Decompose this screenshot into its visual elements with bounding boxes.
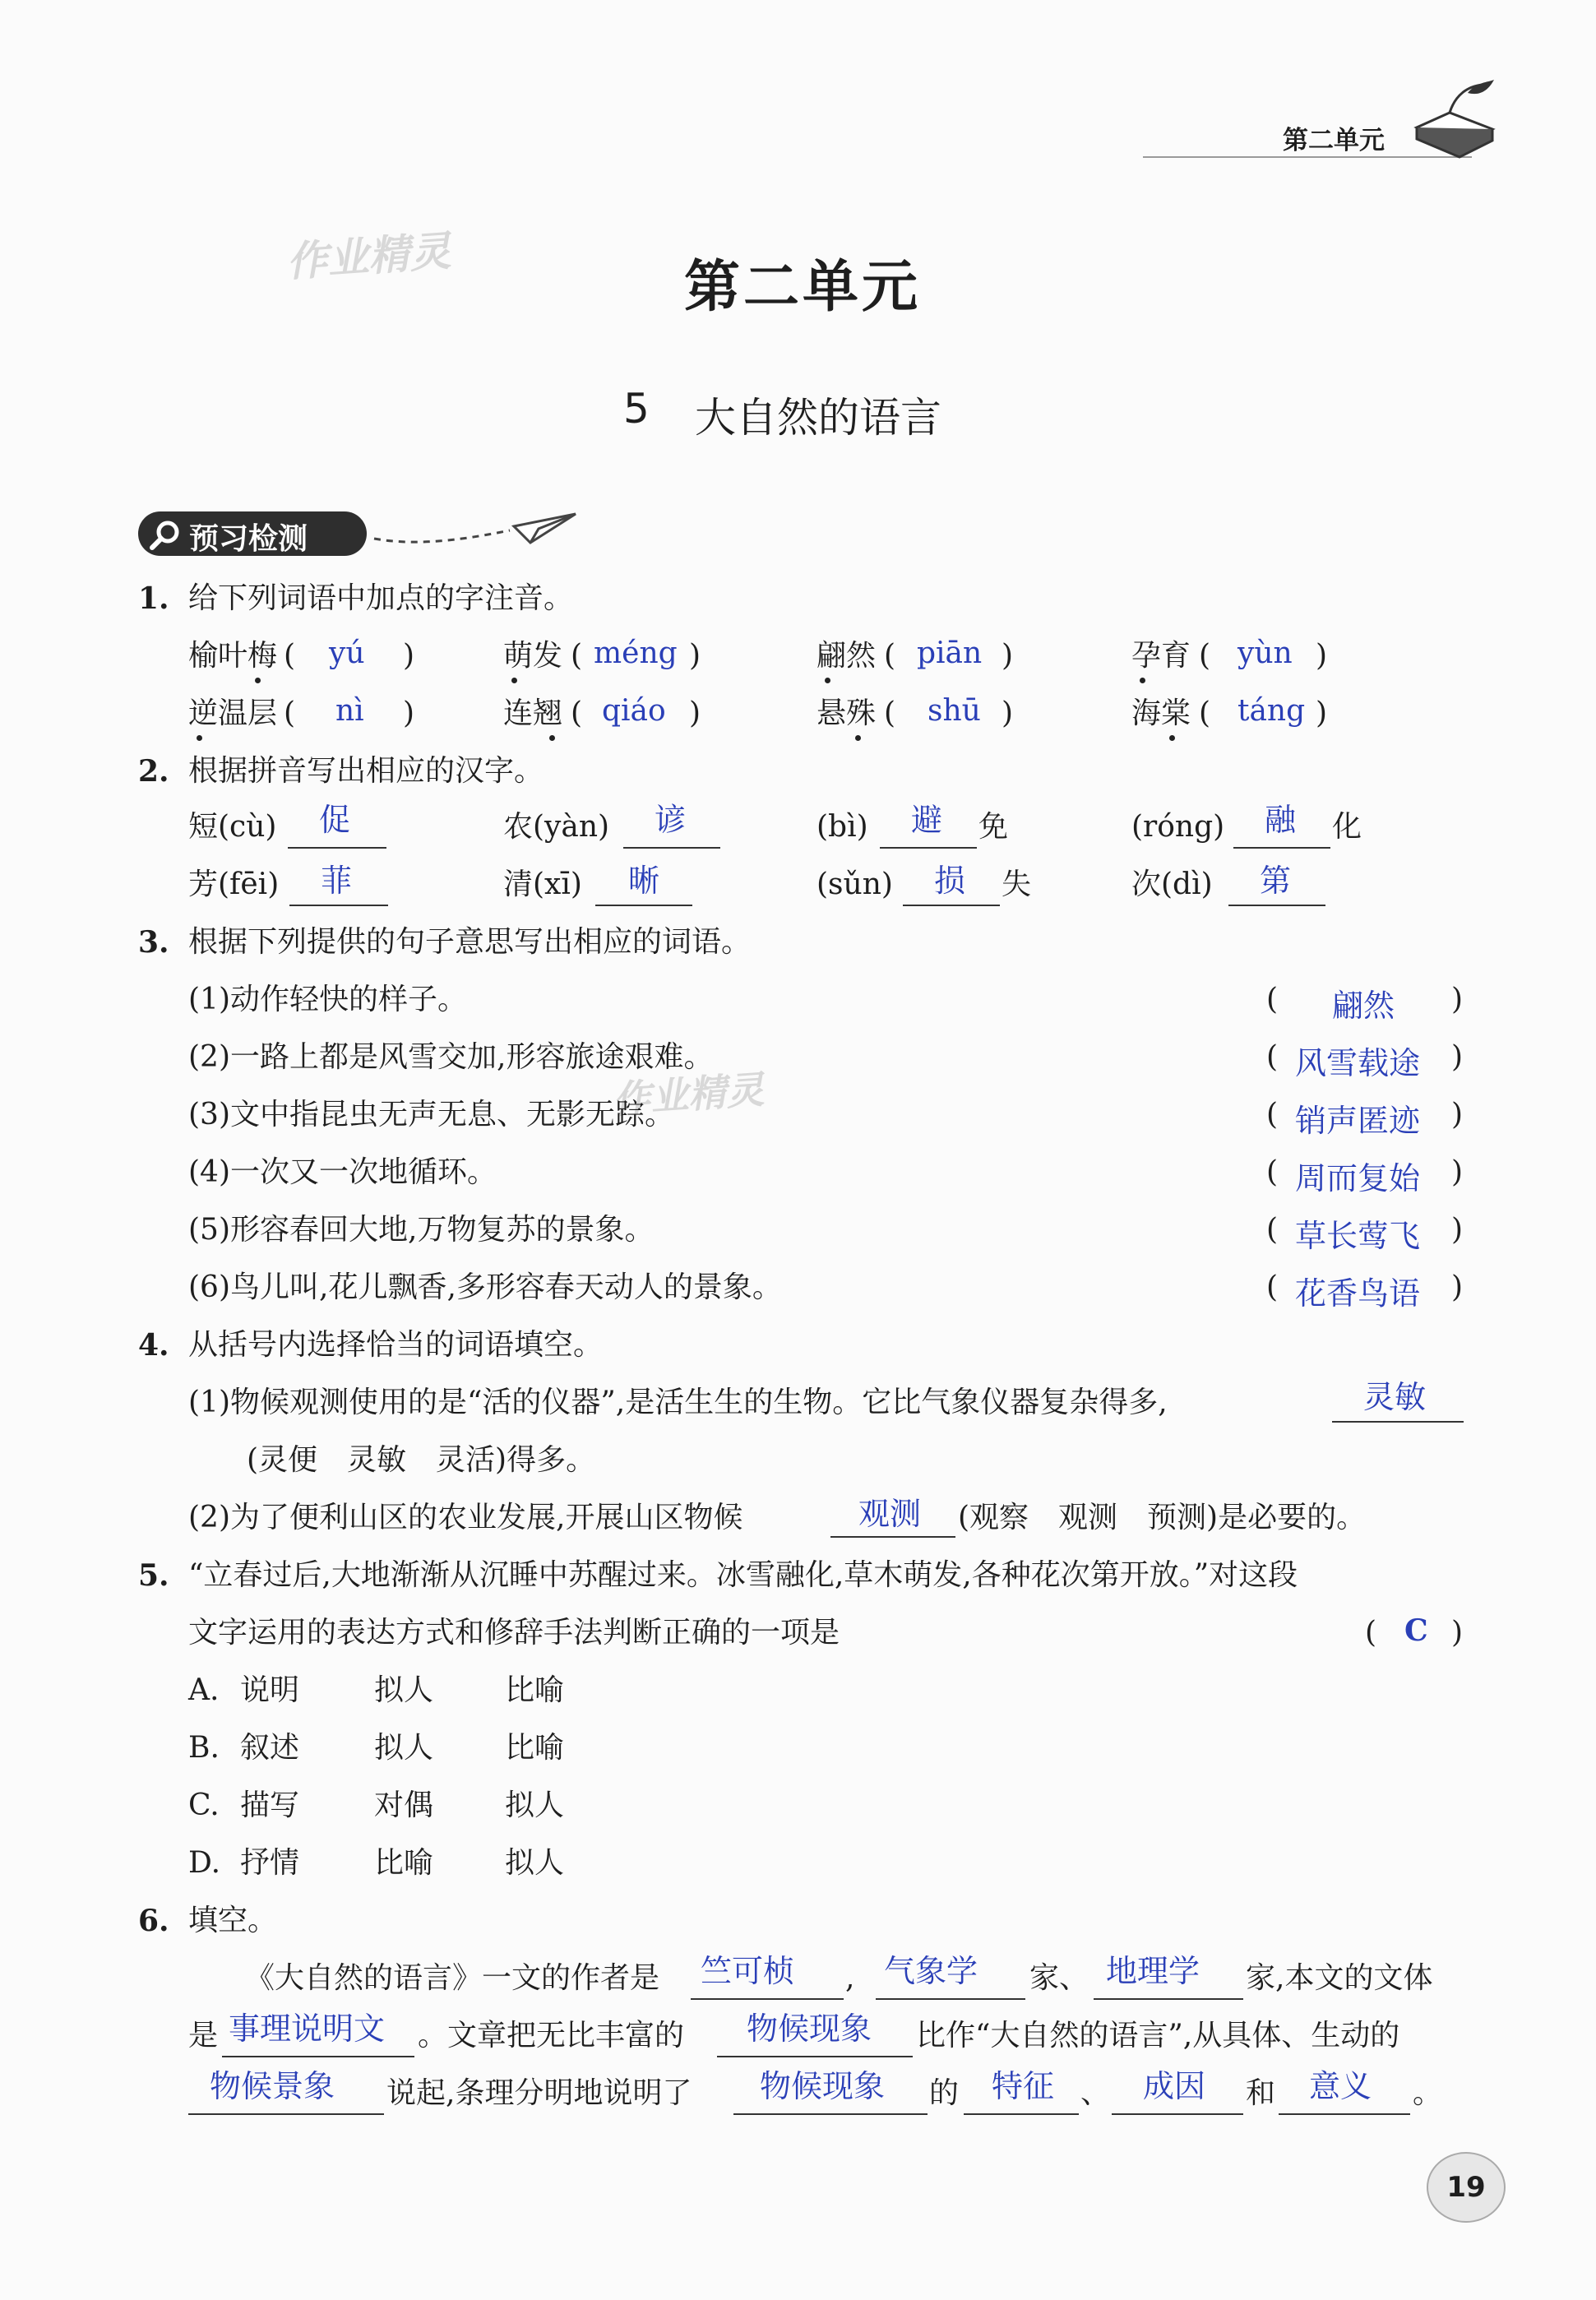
q6-text: 的	[929, 2076, 960, 2110]
q1-word: 连翘	[503, 696, 563, 730]
q5-option-c: 拟人	[505, 1846, 565, 1880]
q5-option-b: 拟人	[374, 1731, 434, 1765]
q2-answer: 晰	[628, 863, 660, 899]
books-icon	[1410, 78, 1501, 160]
q4-number: 4.	[138, 1328, 169, 1363]
q6-text: ,	[845, 1961, 855, 1995]
q1-word: 海棠	[1131, 696, 1191, 730]
emphasis-dot	[855, 735, 861, 741]
watermark: 作业精灵	[285, 227, 453, 286]
q6-prompt: 填空。	[188, 1904, 278, 1937]
q1-word: 悬殊	[817, 696, 877, 730]
q5-option-b: 拟人	[374, 1673, 434, 1707]
q6-text: 。	[1413, 2076, 1443, 2110]
q5-option-b: 比喻	[374, 1846, 434, 1880]
q2-pinyin: 农(yàn)	[503, 810, 610, 844]
q3-answer: 草长莺飞	[1295, 1218, 1421, 1254]
page-number: 19	[1427, 2152, 1506, 2223]
q3-number: 3.	[138, 925, 169, 960]
paper-plane-icon	[370, 497, 584, 555]
q1-answer: nì	[335, 694, 364, 728]
section-badge-label: 预习检测	[189, 522, 308, 556]
q3-item: (3)文中指昆虫无声无息、无影无踪。	[188, 1098, 674, 1131]
q6-answer: 意义	[1309, 2068, 1372, 2104]
search-icon	[148, 518, 183, 551]
q6-answer: 物候现象	[747, 2011, 872, 2047]
q6-text: 是	[188, 2019, 219, 2052]
q5-number: 5.	[138, 1558, 169, 1593]
q6-number: 6.	[138, 1904, 169, 1938]
q6-answer: 成因	[1143, 2068, 1206, 2104]
q2-answer: 促	[319, 802, 351, 838]
lesson-number: 5	[623, 385, 650, 433]
q3-answer: 风雪载途	[1295, 1045, 1421, 1081]
emphasis-dot	[1140, 678, 1145, 683]
q1-answer: táng	[1237, 694, 1306, 728]
q1-answer: yú	[329, 636, 365, 670]
q6-answer: 气象学	[884, 1953, 978, 1989]
q6-answer: 事理说明文	[229, 2011, 386, 2047]
q4-answer-2: 观测	[858, 1496, 922, 1532]
q5-option-c: 比喻	[505, 1673, 565, 1707]
q6-text: 《大自然的语言》一文的作者是	[245, 1961, 660, 1995]
q5-option-a: 抒情	[240, 1846, 300, 1880]
q6-text: 比作“大自然的语言”,从具体、生动的	[916, 2019, 1400, 2052]
q1-answer: méng	[594, 636, 678, 670]
q1-answer: shū	[928, 694, 981, 728]
q3-answer: 翩然	[1332, 988, 1395, 1024]
q2-pinyin: 短(cù)	[188, 810, 277, 844]
watermark-2: 作业精灵	[611, 1067, 766, 1122]
header-unit-label: 第二单元	[1283, 126, 1385, 155]
q3-item: (6)鸟儿叫,花儿飘香,多形容春天动人的景象。	[188, 1270, 782, 1304]
q6-text: 。文章把无比丰富的	[418, 2019, 685, 2052]
q2-pinyin: (sǔn)	[817, 868, 893, 901]
q2-suffix: 化	[1332, 810, 1362, 844]
q1-word: 逆温层	[188, 696, 278, 730]
q4-sentence-1b: (灵便 灵敏 灵活)得多。	[247, 1443, 596, 1477]
q3-prompt: 根据下列提供的句子意思写出相应的词语。	[188, 925, 752, 959]
q1-number: 1.	[138, 581, 169, 616]
q6-answer: 物候景象	[210, 2068, 335, 2104]
q2-answer: 菲	[321, 863, 353, 899]
q5-option-b: 对偶	[374, 1789, 434, 1822]
q6-answer: 特征	[992, 2068, 1055, 2104]
q6-text: 说起,条理分明地说明了	[386, 2076, 692, 2110]
q6-answer: 地理学	[1106, 1953, 1200, 1989]
q4-sentence-2b: (观察 观测 预测)是必要的。	[958, 1501, 1367, 1534]
q1-word: 孕育	[1131, 639, 1191, 673]
q1-answer: yùn	[1237, 636, 1293, 670]
q5-option-a: 描写	[240, 1789, 300, 1822]
emphasis-dot	[549, 735, 555, 741]
emphasis-dot	[255, 678, 261, 683]
unit-title: 第二单元	[684, 254, 922, 320]
q6-answer: 物候现象	[760, 2068, 886, 2104]
lesson-title: 大自然的语言	[695, 394, 941, 442]
q2-answer: 谚	[655, 802, 687, 838]
q2-pinyin: 清(xī)	[503, 868, 582, 901]
q6-text: 家,本文的文体	[1246, 1961, 1433, 1995]
q5-option-a: 说明	[240, 1673, 300, 1707]
q5-option-c: 拟人	[505, 1789, 565, 1822]
q5-option-letter: A.	[188, 1673, 220, 1707]
q2-prompt: 根据拼音写出相应的汉字。	[188, 754, 544, 788]
q2-pinyin: 次(dì)	[1131, 868, 1213, 901]
q3-answer: 销声匿迹	[1295, 1103, 1421, 1139]
q5-line-2: 文字运用的表达方式和修辞手法判断正确的一项是	[188, 1616, 840, 1650]
q4-answer-1: 灵敏	[1363, 1379, 1427, 1415]
q1-word: 翩然	[817, 639, 877, 673]
q3-answer: 花香鸟语	[1295, 1275, 1421, 1312]
q2-answer: 损	[934, 863, 966, 899]
q2-suffix: 失	[1002, 868, 1032, 901]
q2-pinyin: (róng)	[1131, 810, 1225, 844]
q2-pinyin: 芳(fēi)	[188, 868, 280, 901]
q5-option-letter: C.	[188, 1789, 220, 1822]
q3-answer: 周而复始	[1295, 1160, 1421, 1196]
q2-answer: 融	[1265, 802, 1297, 838]
q5-option-a: 叙述	[240, 1731, 300, 1765]
q5-option-letter: B.	[188, 1731, 220, 1765]
q1-prompt: 给下列词语中加点的字注音。	[188, 581, 574, 615]
emphasis-dot	[197, 735, 202, 741]
q4-sentence-2a: (2)为了便利山区的农业发展,开展山区物候	[188, 1501, 743, 1534]
q2-pinyin: (bì)	[817, 810, 868, 844]
q4-prompt: 从括号内选择恰当的词语填空。	[188, 1328, 604, 1362]
q5-line-1: “立春过后,大地渐渐从沉睡中苏醒过来。冰雪融化,草木萌发,各种花次第开放。”对这段	[188, 1558, 1298, 1592]
q2-answer: 避	[911, 802, 943, 838]
q3-item: (2)一路上都是风雪交加,形容旅途艰难。	[188, 1040, 714, 1074]
q2-suffix: 免	[978, 810, 1009, 844]
q1-word: 萌发	[503, 639, 563, 673]
q5-option-letter: D.	[188, 1846, 221, 1880]
q3-item: (1)动作轻快的样子。	[188, 983, 467, 1016]
emphasis-dot	[511, 678, 517, 683]
emphasis-dot	[1169, 735, 1175, 741]
q3-item: (5)形容春回大地,万物复苏的景象。	[188, 1213, 655, 1247]
q5-option-c: 比喻	[505, 1731, 565, 1765]
q2-number: 2.	[138, 754, 169, 789]
q3-item: (4)一次又一次地循环。	[188, 1155, 497, 1189]
section-badge	[138, 511, 367, 556]
q5-answer: C	[1404, 1613, 1428, 1648]
q1-answer: qiáo	[602, 694, 666, 728]
q6-text: 和	[1246, 2076, 1276, 2110]
q1-word: 榆叶梅	[188, 639, 278, 673]
q6-text: 家、	[1029, 1961, 1089, 1995]
q4-sentence-1a: (1)物候观测使用的是“活的仪器”,是活生生的生物。它比气象仪器复杂得多,	[188, 1386, 1168, 1419]
q6-text: 、	[1080, 2076, 1111, 2110]
q2-answer: 第	[1260, 863, 1292, 899]
q1-answer: piān	[917, 636, 983, 670]
q6-answer: 竺可桢	[701, 1953, 795, 1989]
emphasis-dot	[825, 678, 830, 683]
